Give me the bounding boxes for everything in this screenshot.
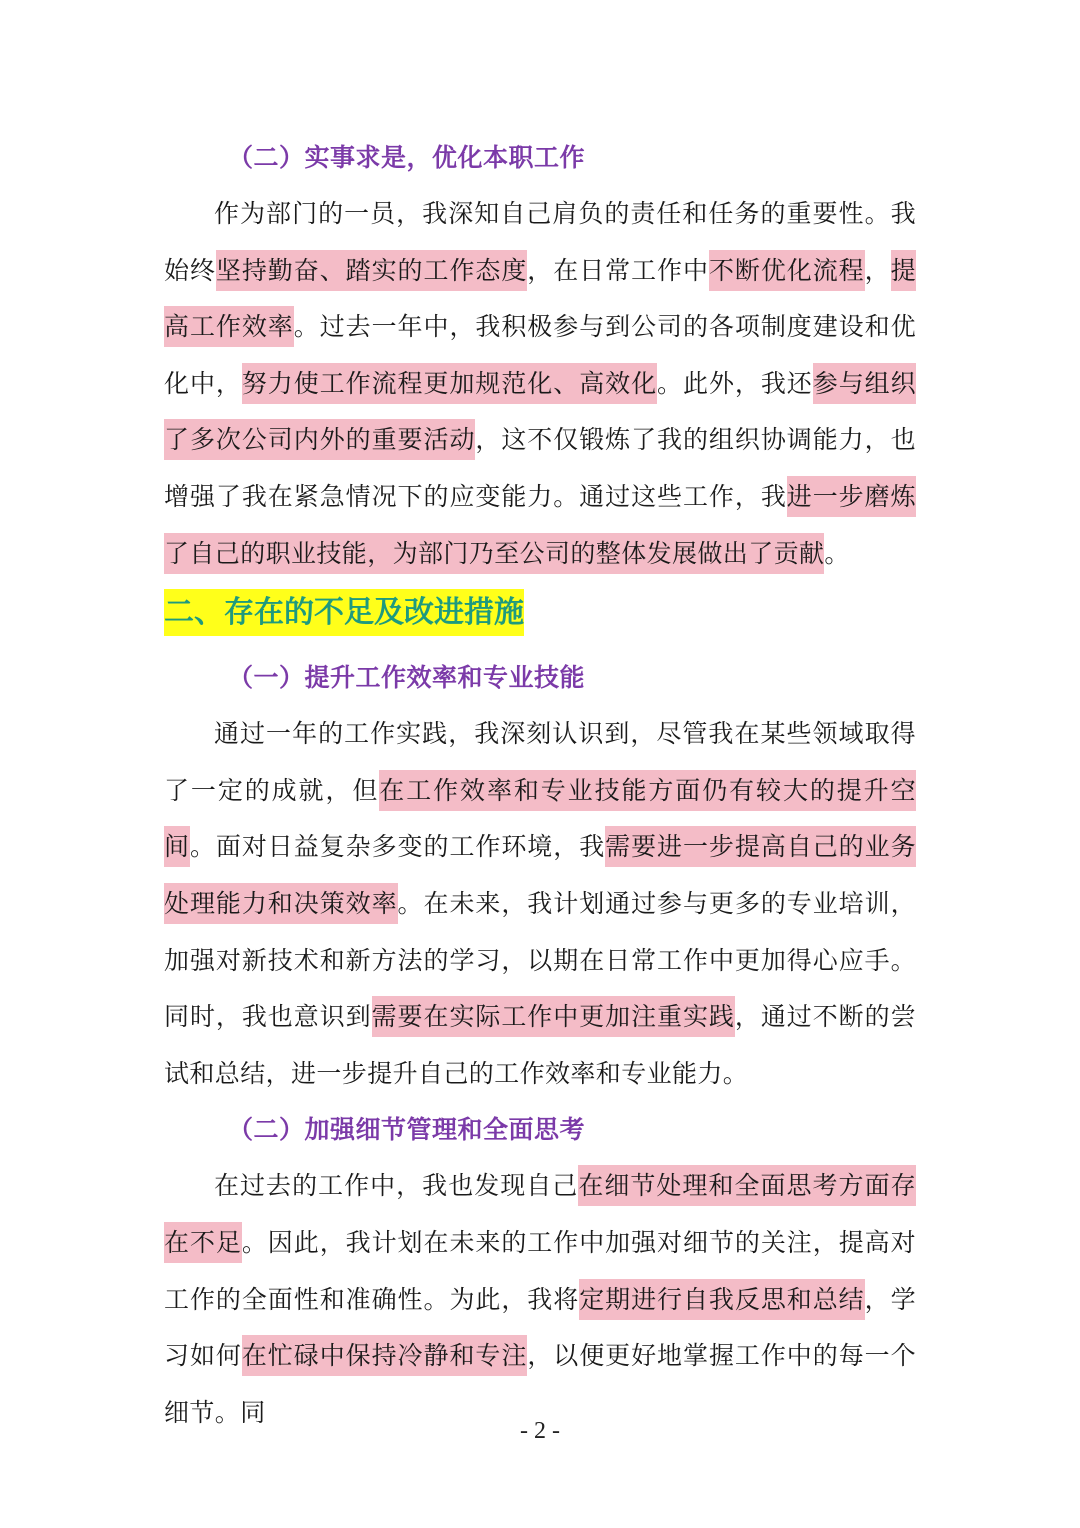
highlighted-text: 努力使工作流程更加规范化、高效化 (242, 363, 657, 404)
text-run: ，通过不断的尝试和总结，进一步提升自己的工作效率和专业能力。 (164, 1002, 916, 1088)
text-run: 。因此，我计划在未来的工作中加强对细节的关注，提高对工作的全面性和准确性。为此，我将 (164, 1227, 917, 1314)
text-run: 在过去的工作中，我也发现自己 (214, 1171, 579, 1201)
text-run: 。此外，我还 (657, 368, 813, 398)
text-run: ，在日常工作中 (527, 255, 709, 285)
highlighted-text: 需要进一步提高自己的业务处理能力和决策效率 (164, 826, 916, 924)
subheading-efficiency-skills: （一）提升工作效率和专业技能 (228, 663, 586, 693)
text-run: ，以便更好地掌握工作中的每一个细节。同 (164, 1341, 917, 1427)
text-run: 。过去一年中，我积极参与到公司的各项制度建设和优化中， (164, 312, 916, 398)
paragraph-optimize-work (164, 186, 916, 582)
subheading-detail-thinking: （二）加强细节管理和全面思考 (228, 1115, 586, 1145)
page-number: - 2 - (520, 1418, 560, 1444)
paragraph-detail-thinking (164, 1158, 916, 1441)
highlighted-text: 进一步磨炼了自己的职业技能，为部门乃至公司的整体发展做出了贡献 (164, 476, 916, 574)
paragraph-efficiency-skills (164, 706, 916, 1102)
highlighted-text: 在忙碌中保持冷静和专注 (242, 1335, 527, 1376)
text-run: 。 (824, 538, 850, 568)
highlighted-text: 定期进行自我反思和总结 (579, 1279, 864, 1320)
text-run: ，学习如何 (164, 1284, 916, 1371)
highlighted-text: 提高工作效率 (164, 250, 916, 348)
text-run: 通过一年的工作实践，我深刻认识到，尽管我在某些领域取得了一定的成就，但 (164, 719, 916, 805)
text-run: 作为部门的一员，我深知自己肩负的责任和任务的重要性。我始终 (164, 199, 916, 285)
text-run: 。面对日益复杂多变的工作环境，我 (189, 832, 606, 862)
text-run: ，这不仅锻炼了我的组织协调能力，也增强了我在紧急情况下的应变能力。通过这些工作，我 (164, 425, 916, 511)
highlighted-text: 不断优化流程 (709, 250, 865, 291)
subheading-seek-truth: （二）实事求是，优化本职工作 (228, 143, 586, 172)
highlighted-text: 坚持勤奋、踏实的工作态度 (216, 250, 527, 291)
text-run: ， (864, 255, 891, 285)
highlighted-text: 在工作效率和专业技能方面仍有较大的提升空间 (164, 770, 916, 868)
section-heading-highlight: 二、存在的不足及改进措施 (164, 589, 524, 636)
highlighted-text: 在细节处理和全面思考方面存在不足 (164, 1165, 916, 1263)
text-run: 。在未来，我计划通过参与更多的专业培训，加强对新技术和新方法的学习，以期在日常工作中更加得心应手。同时，我也意识到 (164, 888, 916, 1032)
highlighted-text: 参与组织了多次公司内外的重要活动 (164, 363, 916, 461)
page-content (164, 130, 916, 1441)
highlighted-text: 需要在实际工作中更加注重实践 (372, 996, 735, 1037)
section-heading-shortcomings (164, 584, 916, 642)
